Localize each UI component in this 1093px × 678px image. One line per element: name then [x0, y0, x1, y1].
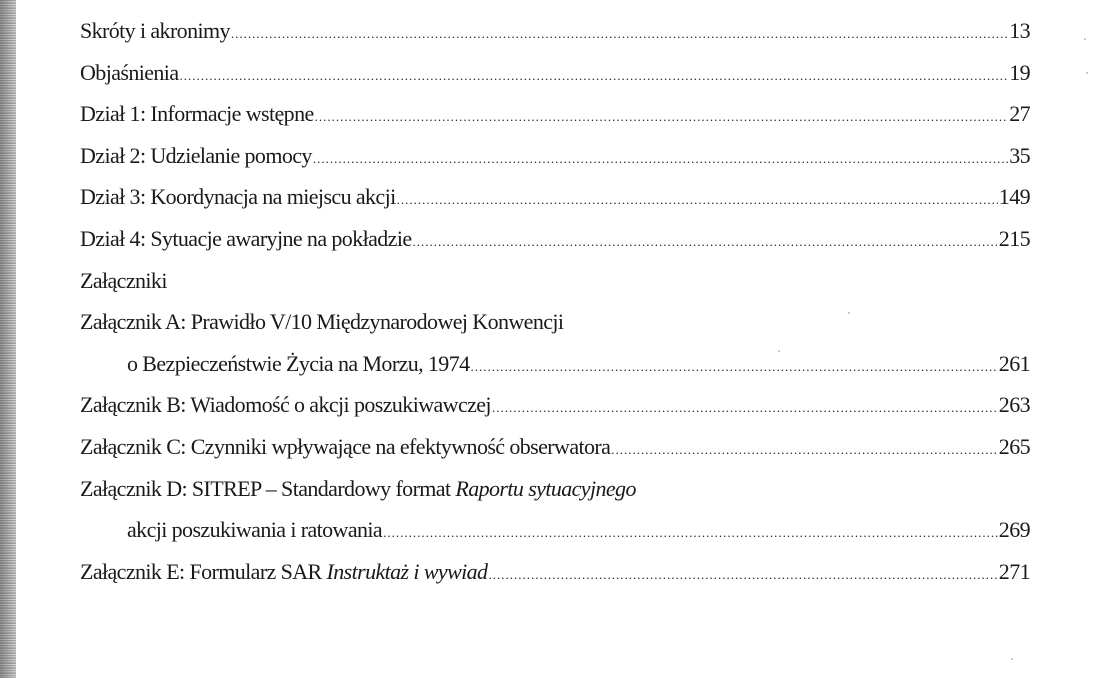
appendix-c-title: Załącznik C: Czynniki wpływające na efektywność obserwatora — [80, 433, 611, 459]
dot-leader — [492, 400, 998, 416]
toc-entry-section-2 — [80, 143, 1030, 185]
toc-appendix-a-line-1 — [80, 309, 1030, 351]
scan-speck — [848, 312, 850, 314]
dot-leader — [383, 525, 998, 541]
toc-entry-title: Dział 4: Sytuacje awaryjne na pokładzie — [80, 225, 412, 251]
toc-entry-title: Dział 1: Informacje wstępne — [80, 101, 314, 127]
dot-leader — [179, 68, 1008, 84]
toc-entry-section-3 — [80, 184, 1030, 226]
toc-entry-page: 265 — [998, 433, 1030, 459]
toc-appendix-c — [80, 434, 1030, 476]
toc-entry-page: 19 — [1009, 59, 1030, 85]
toc-entry-section-1 — [80, 101, 1030, 143]
appendix-e-title-italic: Instruktaż i wywiad — [326, 558, 488, 584]
toc-entry-explanations — [80, 60, 1030, 102]
toc-entry-page: 27 — [1009, 101, 1030, 127]
toc-entry-page: 269 — [998, 517, 1030, 543]
toc-entry-page: 263 — [998, 392, 1030, 418]
toc-entry-title: Objaśnienia — [80, 59, 179, 85]
toc-entry-page: 261 — [998, 350, 1030, 376]
dot-leader — [313, 151, 1008, 167]
toc-entry-page: 13 — [1009, 18, 1030, 43]
toc-entry-title: Dział 3: Koordynacja na miejscu akcji — [80, 184, 396, 210]
scan-speck — [778, 350, 780, 352]
dot-leader — [413, 234, 998, 250]
dot-leader — [315, 109, 1009, 125]
toc-appendix-a-line-2 — [80, 351, 1030, 393]
dot-leader — [488, 567, 997, 583]
toc-entry-page: 35 — [1009, 142, 1030, 168]
appendix-a-title: Załącznik A: Prawidło V/10 Międzynarodowej Konwencji — [80, 309, 564, 335]
table-of-contents — [80, 18, 1030, 600]
toc-entry-title: Dział 2: Udzielanie pomocy — [80, 142, 312, 168]
scan-speck — [1086, 72, 1088, 74]
appendix-d-title-prefix: Załącznik D: SITREP – Standardowy format — [80, 475, 456, 501]
dot-leader — [471, 359, 998, 375]
appendix-d-title — [80, 476, 636, 502]
appendix-a-title-continued: o Bezpieczeństwie Życia na Morzu, 1974 — [127, 350, 470, 376]
toc-appendix-b — [80, 392, 1030, 434]
appendix-b-title: Załącznik B: Wiadomość o akcji poszukiwawczej — [80, 392, 491, 418]
toc-appendix-heading — [80, 268, 1030, 310]
scan-speck — [1084, 38, 1086, 40]
appendix-d-title-continued: akcji poszukiwania i ratowania — [127, 517, 383, 543]
scan-speck — [1011, 658, 1013, 660]
toc-entry-abbreviations — [80, 18, 1030, 60]
toc-appendix-e — [80, 559, 1030, 601]
toc-entry-section-4 — [80, 226, 1030, 268]
dot-leader — [397, 192, 998, 208]
appendix-e-title-prefix: Załącznik E: Formularz SAR — [80, 558, 327, 584]
appendix-d-title-italic: Raportu sytuacyjnego — [455, 475, 636, 501]
toc-appendix-d-line-2 — [80, 517, 1030, 559]
appendix-e-title — [80, 559, 487, 585]
toc-entry-title: Skróty i akronimy — [80, 18, 230, 43]
toc-entry-page: 215 — [998, 225, 1030, 251]
toc-entry-page: 149 — [998, 184, 1030, 210]
toc-entry-page: 271 — [998, 558, 1030, 584]
toc-appendix-d-line-1 — [80, 476, 1030, 518]
appendix-heading: Załączniki — [80, 267, 167, 293]
dot-leader — [611, 442, 998, 458]
scan-edge — [0, 0, 16, 678]
dot-leader — [231, 26, 1008, 42]
